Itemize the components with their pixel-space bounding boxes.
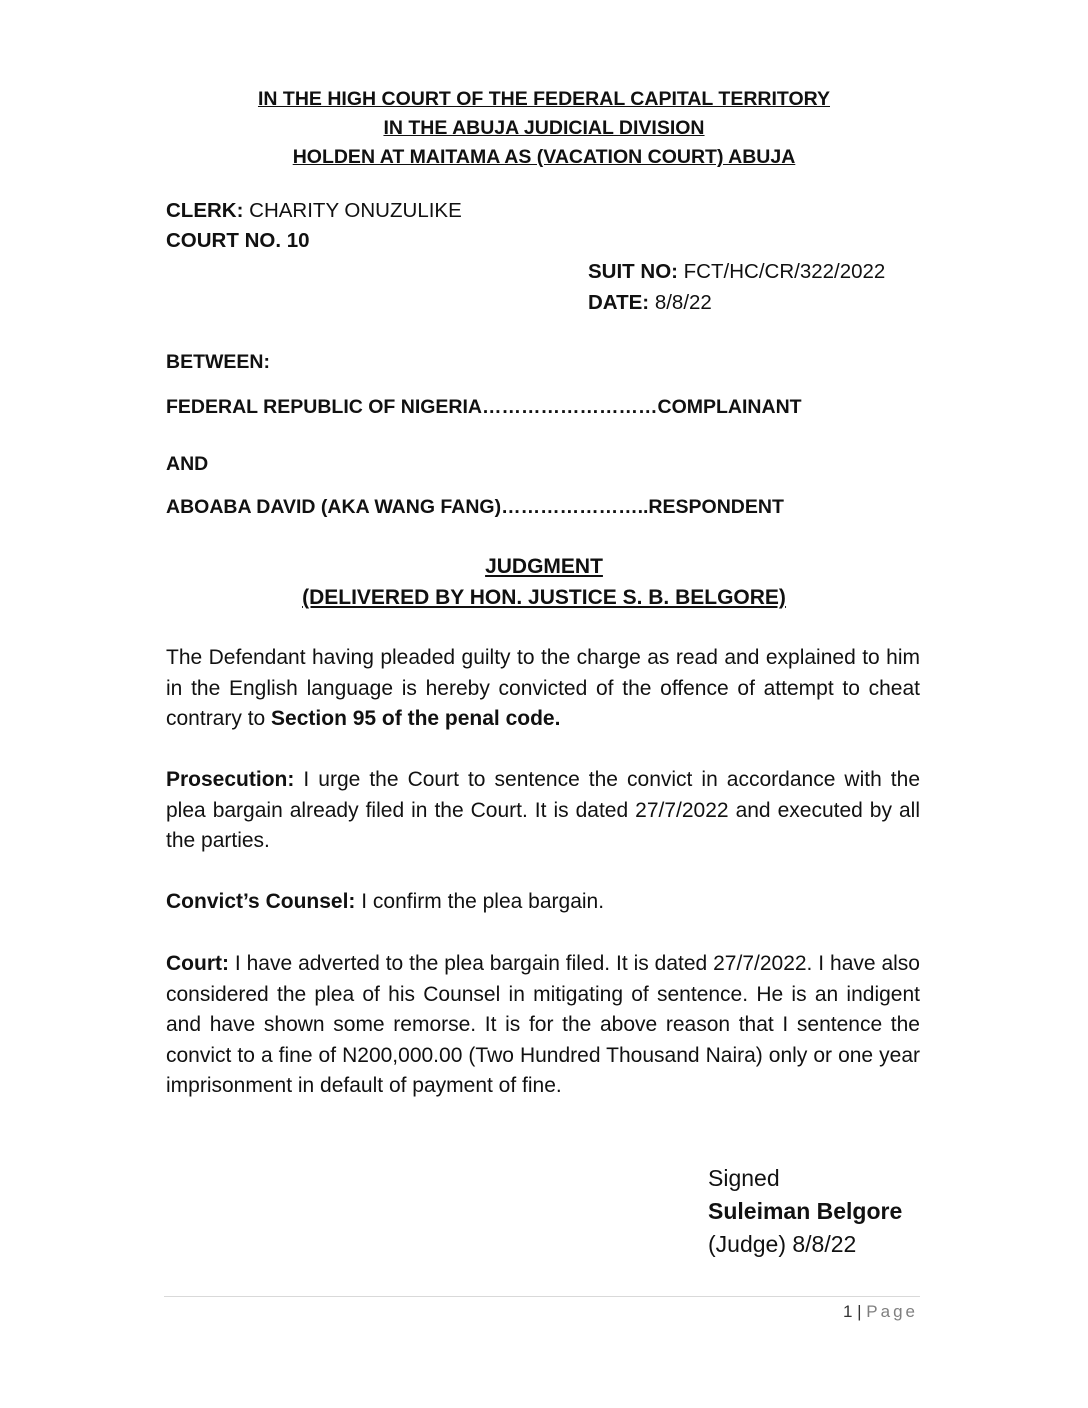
signed-label: Signed <box>708 1165 780 1191</box>
court-text: I have adverted to the plea bargain filed. It is dated 27/7/2022. I have also considered the plea of his Counsel in mitigating of sentence. He is an indigent and have shown some remorse. It is for the above reason that I sentence the convict to a fine of N200,000.00 (Two Hundred Thousand Naira) only or one year imprisonment in default of payment of fine. <box>166 952 920 1097</box>
clerk-label: CLERK: <box>166 199 244 222</box>
suit-number-line <box>588 257 885 287</box>
court-label: Court: <box>166 952 229 975</box>
counsel-text: I confirm the plea bargain. <box>355 890 605 913</box>
suit-number: FCT/HC/CR/322/2022 <box>677 260 886 283</box>
counsel-label: Convict’s Counsel: <box>166 890 356 913</box>
page-separator: | <box>852 1302 867 1321</box>
date-value: 8/8/22 <box>649 291 712 314</box>
heading-line-3: HOLDEN AT MAITAMA AS (VACATION COURT) ABUJA <box>292 146 796 168</box>
page-footer <box>843 1302 918 1322</box>
prosecution-paragraph <box>166 765 920 857</box>
judgment-title: JUDGMENT <box>485 555 603 578</box>
date-label: DATE: <box>588 291 650 314</box>
court-heading <box>0 85 1088 172</box>
prosecution-text: I urge the Court to sentence the convict in accordance with the plea bargain already filed in the Court. It is dated 27/7/2022 and executed by all the parties. <box>166 768 920 852</box>
and-label: AND <box>166 453 209 475</box>
respondent-line: ABOABA DAVID (AKA WANG FANG)…………………..RESPONDENT <box>166 496 784 518</box>
page-number: 1 <box>842 1302 853 1321</box>
heading-line-1: IN THE HIGH COURT OF THE FEDERAL CAPITAL TERRITORY <box>257 88 830 110</box>
prosecution-label: Prosecution: <box>166 768 295 791</box>
date-line <box>588 288 712 318</box>
judge-name: Suleiman Belgore <box>708 1198 903 1224</box>
signature-block <box>708 1162 902 1261</box>
clerk-name: CHARITY ONUZULIKE <box>243 199 462 222</box>
between-label: BETWEEN: <box>166 351 270 373</box>
conviction-paragraph <box>166 643 920 735</box>
counsel-paragraph <box>166 887 920 918</box>
judgment-subtitle: (DELIVERED BY HON. JUSTICE S. B. BELGORE) <box>302 586 786 609</box>
heading-line-2: IN THE ABUJA JUDICIAL DIVISION <box>383 117 705 139</box>
footer-divider <box>164 1296 920 1297</box>
judge-role-date: (Judge) 8/8/22 <box>708 1231 857 1257</box>
conviction-section: Section 95 of the penal code. <box>271 707 561 730</box>
court-number: COURT NO. 10 <box>166 229 310 252</box>
clerk-line <box>166 196 462 226</box>
suit-label: SUIT NO: <box>588 260 678 283</box>
page-label: Page <box>866 1302 918 1321</box>
conviction-text: The Defendant having pleaded guilty to the charge as read and explained to him in the English language is hereby convicted of the offence of attempt to cheat contrary to <box>166 646 920 730</box>
complainant-line: FEDERAL REPUBLIC OF NIGERIA………………………COMPLAINANT <box>166 396 802 418</box>
court-paragraph <box>166 949 920 1102</box>
judgment-heading <box>0 551 1088 613</box>
